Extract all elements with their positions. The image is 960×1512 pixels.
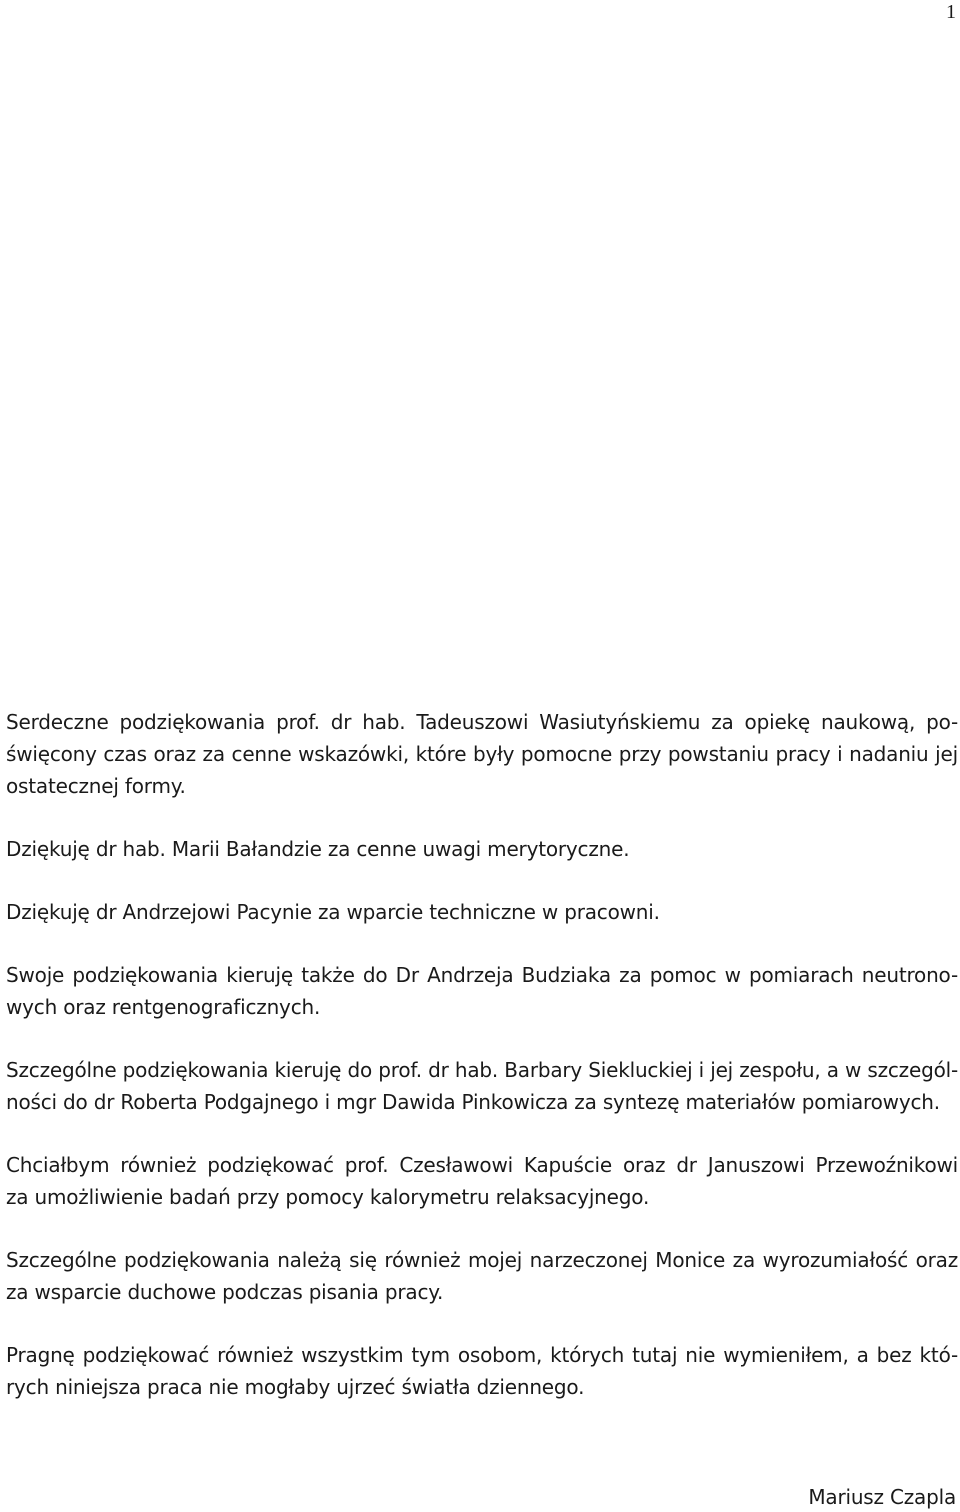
text-line: Szczególne podziękowania kieruję do prof. dr hab. Barbary Siekluckiej i jej zespołu, a w szczegól- <box>6 1058 958 1082</box>
text-line: rych niniejsza praca nie mogłaby ujrzeć światła dziennego. <box>6 1375 585 1399</box>
text-line: Dziękuję dr Andrzejowi Pacynie za wparcie techniczne w pracowni. <box>6 900 660 924</box>
text-line: Pragnę podziękować również wszystkim tym osobom, których tutaj nie wymieniłem, a bez któ- <box>6 1343 958 1367</box>
paragraph-pacyna <box>6 896 958 928</box>
paragraph-kapusta <box>6 1149 958 1213</box>
acknowledgements-body <box>6 706 958 1434</box>
text-line: Serdeczne podziękowania prof. dr hab. Tadeuszowi Wasiutyńskiemu za opiekę naukową, po- <box>6 710 958 734</box>
text-line: Swoje podziękowania kieruję także do Dr Andrzeja Budziaka za pomoc w pomiarach neutrono- <box>6 963 958 987</box>
paragraph-balanda <box>6 833 958 865</box>
paragraph-others <box>6 1339 958 1403</box>
paragraph-sieklucka <box>6 1054 958 1118</box>
paragraph-supervisor <box>6 706 958 802</box>
text-line: Chciałbym również podziękować prof. Czesławowi Kapuście oraz dr Januszowi Przewoźnikowi <box>6 1153 958 1177</box>
text-line: święcony czas oraz za cenne wskazówki, które były pomocne przy powstaniu pracy i nadaniu jej <box>6 742 958 766</box>
text-line: za umożliwienie badań przy pomocy kalorymetru relaksacyjnego. <box>6 1185 650 1209</box>
paragraph-monika <box>6 1244 958 1308</box>
author-signature: Mariusz Czapla <box>808 1485 956 1509</box>
text-line: za wsparcie duchowe podczas pisania pracy. <box>6 1280 444 1304</box>
paragraph-budziak <box>6 959 958 1023</box>
page-number: 1 <box>946 1 956 23</box>
text-line: ostatecznej formy. <box>6 774 186 798</box>
text-line: ności do dr Roberta Podgajnego i mgr Dawida Pinkowicza za syntezę materiałów pomiarowych. <box>6 1090 940 1114</box>
text-line: Dziękuję dr hab. Marii Bałandzie za cenne uwagi merytoryczne. <box>6 837 630 861</box>
text-line: wych oraz rentgenograficznych. <box>6 995 321 1019</box>
text-line: Szczególne podziękowania należą się również mojej narzeczonej Monice za wyrozumiałość oraz <box>6 1248 958 1272</box>
